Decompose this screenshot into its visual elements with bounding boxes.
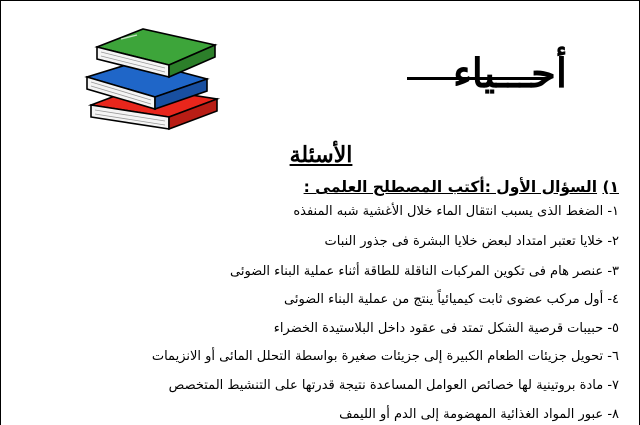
question-item-5: ٥- حبيبات قرصية الشكل تمتد فى عقود داخل البلاستيدة الخضراء: [273, 321, 619, 336]
question-item-4: ٤- أول مركب عضوى ثابت كيميائياً ينتج من عملية البناء الضوئى: [283, 292, 619, 307]
subject-title-text: أحـــياء: [452, 50, 567, 97]
question-item-1: ١- الضغط الذى يسبب انتقال الماء خلال الأغشية شبه المنفذه: [293, 204, 619, 219]
books-icon: [77, 13, 227, 131]
question-item-3: ٣- عنصر هام فى تكوين المركبات الناقلة للطاقة أثناء عملية البناء الضوئى: [230, 264, 619, 279]
question-item-7: ٧- مادة بروتينية لها خصائص العوامل المساعدة نتيجة قدرتها على التنشيط المتخصص: [168, 378, 619, 393]
question-item-2: ٢- خلايا تعتبر امتداد لبعض خلايا البشرة فى جذور النبات: [324, 234, 619, 249]
section-number: ١): [602, 178, 619, 196]
section-title-text: السؤال الأول :أكتب المصطلح العلمى :: [303, 178, 598, 196]
section-title: [304, 177, 619, 197]
subject-title: [401, 47, 577, 107]
question-item-6: ٦- تحويل جزيئات الطعام الكبيرة إلى جزيئات صغيرة بواسطة التحلل المائى أو الانزيمات: [151, 349, 619, 364]
question-item-8: ٨- عبور المواد الغذائية المهضومة إلى الدم أو الليمف: [339, 407, 619, 422]
questions-heading: الأسئلة: [289, 142, 353, 168]
